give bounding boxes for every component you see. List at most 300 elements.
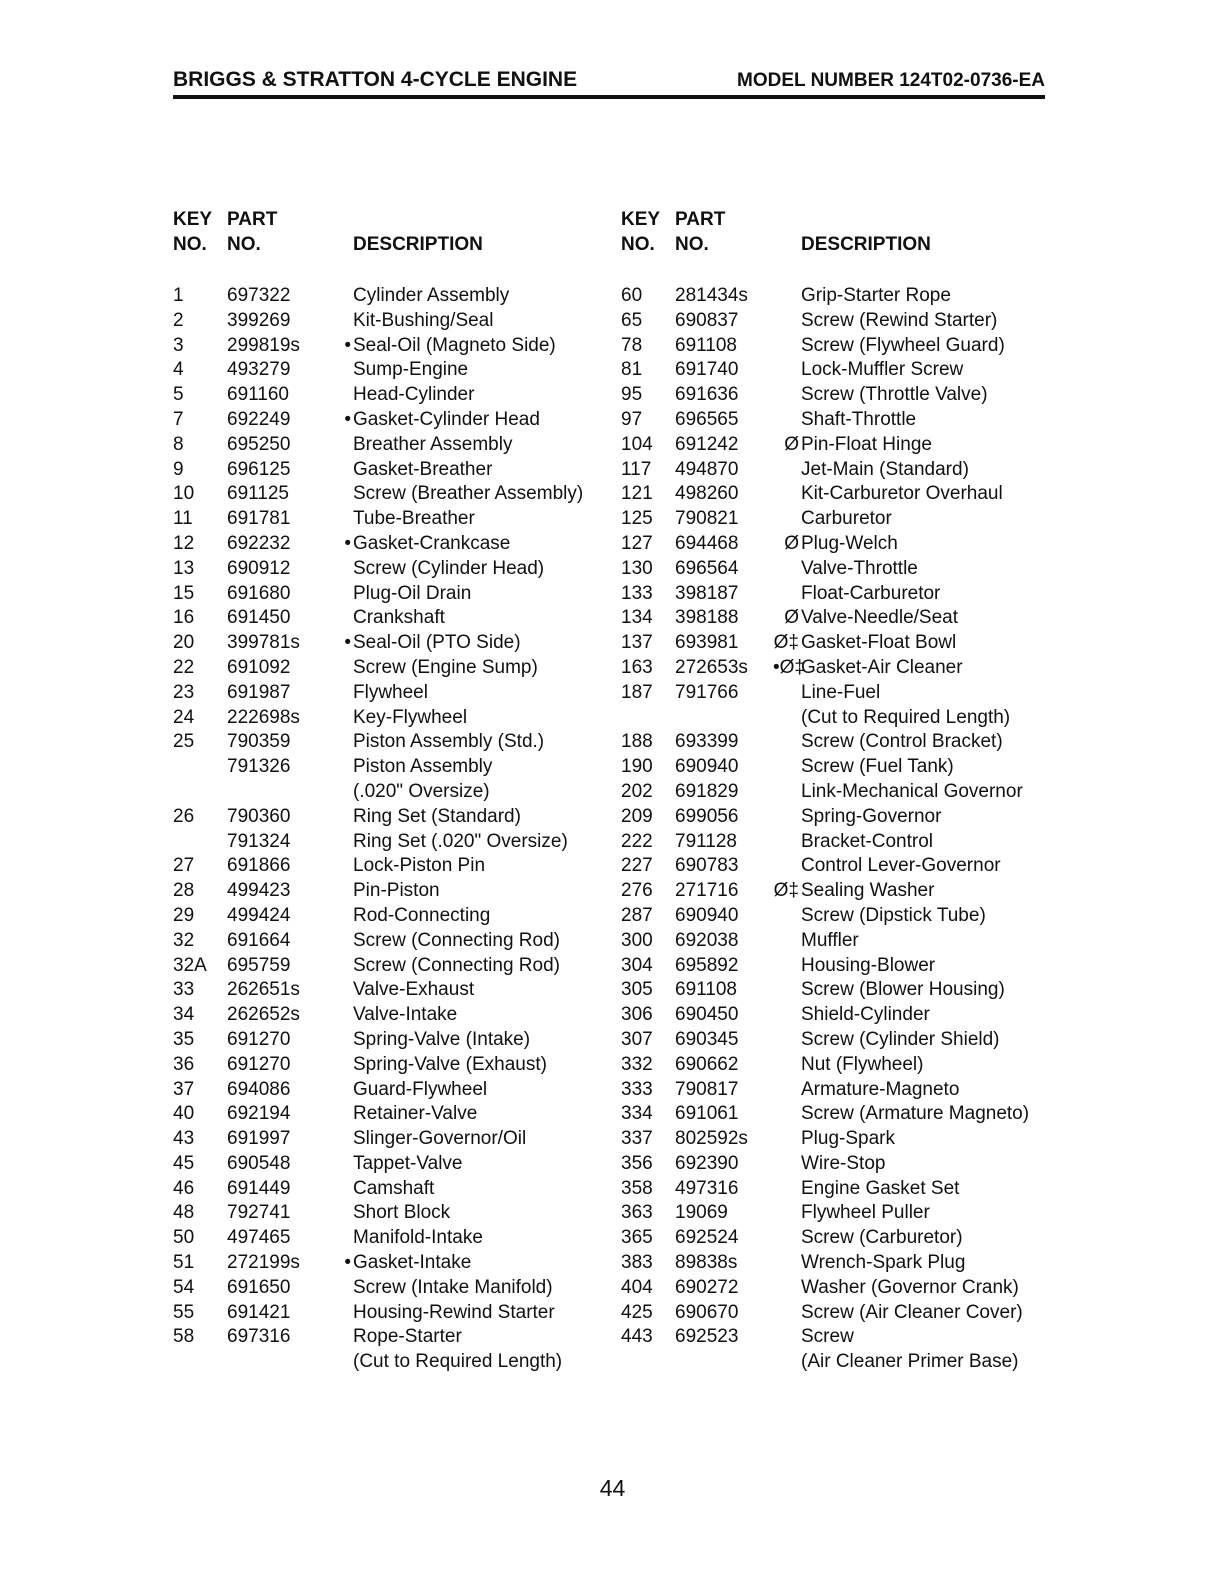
part-number: 691781 <box>227 508 291 530</box>
part-marker: • <box>344 334 351 356</box>
part-marker: Ø‡ <box>773 632 799 654</box>
table-row <box>621 533 1061 558</box>
part-description: Crankshaft <box>353 607 445 629</box>
key-number: 11 <box>173 508 193 530</box>
key-number: 78 <box>621 334 643 356</box>
part-marker: Ø <box>784 532 799 554</box>
table-row <box>621 434 1061 459</box>
table-row <box>173 1227 613 1252</box>
key-number: 12 <box>173 532 195 554</box>
part-description: Seal-Oil (Magneto Side) <box>353 334 556 356</box>
description-header: DESCRIPTION <box>801 234 931 255</box>
part-number: 693399 <box>675 731 739 753</box>
part-description: Tube-Breather <box>353 508 475 530</box>
part-description: Piston Assembly (Std.) <box>353 731 545 753</box>
column-header <box>173 205 613 285</box>
part-number: 691421 <box>227 1301 291 1323</box>
page-header <box>173 68 1045 98</box>
part-number: 690912 <box>227 557 291 579</box>
part-description: Tappet-Valve <box>353 1152 463 1174</box>
key-number: 43 <box>173 1128 195 1150</box>
part-description: Lock-Muffler Screw <box>801 359 964 381</box>
part-number: 499423 <box>227 880 291 902</box>
part-description: Wrench-Spark Plug <box>801 1252 966 1274</box>
part-description: Grip-Starter Rope <box>801 285 951 306</box>
part-description: (Cut to Required Length) <box>801 706 1011 728</box>
table-row <box>173 1054 613 1079</box>
key-number: 54 <box>173 1276 195 1298</box>
key-number: 333 <box>621 1078 653 1100</box>
table-row <box>173 955 613 980</box>
part-description: Gasket-Breather <box>353 458 493 480</box>
key-number: 8 <box>173 433 184 455</box>
table-row <box>621 558 1061 583</box>
table-row <box>621 1326 1061 1351</box>
part-description: Kit-Bushing/Seal <box>353 309 494 331</box>
part-number: 691449 <box>227 1177 291 1199</box>
key-number: 32A <box>173 954 207 976</box>
part-description: Screw (Air Cleaner Cover) <box>801 1301 1023 1323</box>
part-description: Camshaft <box>353 1177 435 1199</box>
key-number: 25 <box>173 731 195 753</box>
part-description: Spring-Valve (Intake) <box>353 1028 531 1050</box>
key-number: 404 <box>621 1276 653 1298</box>
key-number: 3 <box>173 334 184 356</box>
part-description: Nut (Flywheel) <box>801 1053 924 1075</box>
part-description: Screw (Fuel Tank) <box>801 756 954 778</box>
table-row <box>621 905 1061 930</box>
part-description: Retainer-Valve <box>353 1103 478 1125</box>
part-number: 398188 <box>675 607 739 629</box>
part-description: (Air Cleaner Primer Base) <box>801 1351 1019 1373</box>
part-number: 691061 <box>675 1103 739 1125</box>
key-number: 16 <box>173 607 195 629</box>
table-row <box>173 1302 613 1327</box>
column-header <box>621 205 1061 285</box>
part-description: Screw (Armature Magneto) <box>801 1103 1030 1125</box>
part-number: 690837 <box>675 309 739 331</box>
table-row <box>621 1351 1061 1376</box>
part-number: 696564 <box>675 557 739 579</box>
description-header: DESCRIPTION <box>353 234 483 255</box>
part-description: Screw <box>801 1326 854 1348</box>
key-number: 332 <box>621 1053 653 1075</box>
part-number: 692390 <box>675 1152 739 1174</box>
part-header: PART <box>675 209 726 230</box>
key-number: 5 <box>173 384 184 406</box>
part-description: Plug-Oil Drain <box>353 582 472 604</box>
key-number: 1 <box>173 285 184 306</box>
table-row <box>173 1004 613 1029</box>
key-header: KEY <box>173 209 213 230</box>
table-row <box>173 806 613 831</box>
part-description: Screw (Connecting Rod) <box>353 954 560 976</box>
table-row <box>173 1103 613 1128</box>
table-row <box>621 682 1061 707</box>
part-number: 493279 <box>227 359 291 381</box>
table-row <box>173 731 613 756</box>
key-number: 7 <box>173 408 184 430</box>
part-description: Spring-Valve (Exhaust) <box>353 1053 547 1075</box>
part-marker: • <box>344 632 351 654</box>
key-number: 334 <box>621 1103 653 1125</box>
key-number: 363 <box>621 1202 653 1224</box>
table-row <box>173 1128 613 1153</box>
part-number: 792741 <box>227 1202 291 1224</box>
part-number: 695892 <box>675 954 739 976</box>
table-row <box>173 558 613 583</box>
key-number: 50 <box>173 1227 195 1249</box>
part-number: 690940 <box>675 756 739 778</box>
key-number: 300 <box>621 929 653 951</box>
part-description: Screw (Throttle Valve) <box>801 384 988 406</box>
key-number: 383 <box>621 1252 653 1274</box>
table-row <box>621 1054 1061 1079</box>
part-description: Shaft-Throttle <box>801 408 917 430</box>
part-number: 19069 <box>675 1202 728 1224</box>
part-number: 499424 <box>227 904 291 926</box>
part-description: Lock-Piston Pin <box>353 855 486 877</box>
part-description: Spring-Governor <box>801 805 942 827</box>
part-description: Key-Flywheel <box>353 706 468 728</box>
part-description: Line-Fuel <box>801 681 881 703</box>
part-number: 694468 <box>675 532 739 554</box>
part-number: 262651s <box>227 979 300 1001</box>
part-description: Muffler <box>801 929 859 951</box>
table-row <box>173 855 613 880</box>
part-description: Pin-Float Hinge <box>801 433 932 455</box>
table-row <box>173 434 613 459</box>
part-description: Engine Gasket Set <box>801 1177 960 1199</box>
part-number: 791128 <box>675 830 737 852</box>
part-description: Pin-Piston <box>353 880 440 902</box>
part-description: Piston Assembly <box>353 756 493 778</box>
key-number: 104 <box>621 433 653 455</box>
part-number: 272653s <box>675 656 748 678</box>
part-number: 802592s <box>675 1128 748 1150</box>
table-row <box>621 508 1061 533</box>
table-row <box>621 1103 1061 1128</box>
part-number: 399781s <box>227 632 300 654</box>
key-number: 425 <box>621 1301 653 1323</box>
part-description: Washer (Governor Crank) <box>801 1276 1019 1298</box>
table-row <box>621 409 1061 434</box>
table-row <box>173 533 613 558</box>
no-header: NO. <box>621 234 655 255</box>
table-row <box>173 1252 613 1277</box>
key-number: 58 <box>173 1326 195 1348</box>
parts-column-right <box>621 205 1061 1376</box>
table-row <box>621 335 1061 360</box>
part-description: Shield-Cylinder <box>801 1004 930 1026</box>
part-number: 497465 <box>227 1227 291 1249</box>
key-number: 209 <box>621 805 653 827</box>
key-number: 10 <box>173 483 195 505</box>
key-number: 48 <box>173 1202 195 1224</box>
table-row <box>621 1029 1061 1054</box>
part-number: 222698s <box>227 706 300 728</box>
key-number: 33 <box>173 979 195 1001</box>
key-header: KEY <box>621 209 661 230</box>
part-description: (Cut to Required Length) <box>353 1351 563 1373</box>
part-number: 271716 <box>675 880 739 902</box>
key-number: 305 <box>621 979 653 1001</box>
part-number: 695250 <box>227 433 291 455</box>
table-row <box>621 583 1061 608</box>
key-number: 307 <box>621 1028 653 1050</box>
part-number: 791766 <box>675 681 739 703</box>
part-description: Guard-Flywheel <box>353 1078 488 1100</box>
key-number: 55 <box>173 1301 195 1323</box>
part-number: 494870 <box>675 458 739 480</box>
part-description: Bracket-Control <box>801 830 933 852</box>
part-marker: • <box>344 408 351 430</box>
key-number: 24 <box>173 706 195 728</box>
part-number: 691680 <box>227 582 291 604</box>
key-number: 81 <box>621 359 643 381</box>
table-row <box>173 310 613 335</box>
part-description: Cylinder Assembly <box>353 285 510 306</box>
key-number: 27 <box>173 855 195 877</box>
part-number: 691829 <box>675 780 739 802</box>
table-row <box>621 1227 1061 1252</box>
key-number: 40 <box>173 1103 195 1125</box>
table-row <box>621 1128 1061 1153</box>
part-description: Valve-Throttle <box>801 557 918 579</box>
part-marker: • <box>344 1252 351 1274</box>
table-row <box>621 1079 1061 1104</box>
table-row <box>621 880 1061 905</box>
table-row <box>621 384 1061 409</box>
part-number: 692249 <box>227 408 291 430</box>
part-number: 281434s <box>675 285 748 306</box>
table-row <box>173 930 613 955</box>
part-number: 692523 <box>675 1326 739 1348</box>
key-number: 4 <box>173 359 184 381</box>
part-number: 691650 <box>227 1276 291 1298</box>
part-description: Screw (Intake Manifold) <box>353 1276 553 1298</box>
table-row <box>621 855 1061 880</box>
part-description: Gasket-Float Bowl <box>801 632 957 654</box>
key-number: 117 <box>621 458 652 480</box>
key-number: 358 <box>621 1177 653 1199</box>
table-row <box>621 781 1061 806</box>
table-row <box>621 707 1061 732</box>
part-description: Screw (Rewind Starter) <box>801 309 998 331</box>
key-number: 202 <box>621 780 653 802</box>
part-description: Screw (Control Bracket) <box>801 731 1003 753</box>
key-number: 130 <box>621 557 653 579</box>
part-marker: Ø <box>784 607 799 629</box>
part-description: Housing-Rewind Starter <box>353 1301 555 1323</box>
part-number: 695759 <box>227 954 291 976</box>
key-number: 276 <box>621 880 653 902</box>
part-number: 790359 <box>227 731 291 753</box>
part-number: 690940 <box>675 904 739 926</box>
table-row <box>173 756 613 781</box>
part-description: Jet-Main (Standard) <box>801 458 969 480</box>
table-row <box>621 979 1061 1004</box>
part-description: Screw (Flywheel Guard) <box>801 334 1005 356</box>
table-row <box>621 459 1061 484</box>
part-description: Wire-Stop <box>801 1152 886 1174</box>
page-number: 44 <box>599 1475 626 1501</box>
table-row <box>173 781 613 806</box>
key-number: 356 <box>621 1152 653 1174</box>
part-number: 692038 <box>675 929 739 951</box>
header-rule <box>173 95 1045 99</box>
part-number: 690662 <box>675 1053 739 1075</box>
part-number: 790821 <box>675 508 739 530</box>
table-row <box>621 955 1061 980</box>
key-number: 163 <box>621 656 653 678</box>
part-description: Plug-Welch <box>801 532 898 554</box>
table-row <box>621 731 1061 756</box>
table-row <box>621 1302 1061 1327</box>
key-number: 9 <box>173 458 184 480</box>
key-number: 304 <box>621 954 653 976</box>
table-row <box>173 707 613 732</box>
table-row <box>173 1351 613 1376</box>
key-number: 137 <box>621 632 653 654</box>
key-number: 46 <box>173 1177 195 1199</box>
part-number: 691242 <box>675 433 739 455</box>
part-description: Screw (Engine Sump) <box>353 656 538 678</box>
parts-list-right <box>621 285 1061 1376</box>
part-description: Ring Set (Standard) <box>353 805 521 827</box>
key-number: 51 <box>173 1252 195 1274</box>
key-number: 443 <box>621 1326 653 1348</box>
part-description: Screw (Cylinder Shield) <box>801 1028 1000 1050</box>
table-row <box>173 831 613 856</box>
part-number: 262652s <box>227 1004 300 1026</box>
part-number: 790817 <box>675 1078 739 1100</box>
part-description: Plug-Spark <box>801 1128 895 1150</box>
engine-title: BRIGGS & STRATTON 4-CYCLE ENGINE <box>173 68 578 91</box>
part-description: Breather Assembly <box>353 433 513 455</box>
part-description: Flywheel <box>353 681 428 703</box>
table-row <box>621 806 1061 831</box>
part-number: 691987 <box>227 681 291 703</box>
part-description: Seal-Oil (PTO Side) <box>353 632 521 654</box>
table-row <box>173 583 613 608</box>
table-row <box>173 409 613 434</box>
key-number: 97 <box>621 408 643 430</box>
table-row <box>173 905 613 930</box>
key-number: 22 <box>173 656 195 678</box>
key-number: 13 <box>173 557 195 579</box>
part-number: 690670 <box>675 1301 739 1323</box>
part-number: 692524 <box>675 1227 739 1249</box>
key-number: 125 <box>621 508 653 530</box>
part-number: 691450 <box>227 607 291 629</box>
part-number: 690450 <box>675 1004 739 1026</box>
part-description: Screw (Blower Housing) <box>801 979 1005 1001</box>
part-number: 691664 <box>227 929 291 951</box>
key-number: 20 <box>173 632 195 654</box>
part-description: Sealing Washer <box>801 880 935 902</box>
part-marker: • <box>344 532 351 554</box>
table-row <box>173 632 613 657</box>
part-number: 690345 <box>675 1028 739 1050</box>
table-row <box>621 831 1061 856</box>
part-description: Float-Carburetor <box>801 582 941 604</box>
part-number: 691108 <box>675 979 737 1001</box>
table-row <box>173 1079 613 1104</box>
table-row <box>173 1153 613 1178</box>
part-number: 692194 <box>227 1103 291 1125</box>
table-row <box>173 1178 613 1203</box>
no-header: NO. <box>173 234 207 255</box>
part-number: 691270 <box>227 1053 291 1075</box>
table-row <box>621 756 1061 781</box>
part-marker: Ø‡ <box>773 880 799 902</box>
key-number: 95 <box>621 384 643 406</box>
key-number: 32 <box>173 929 195 951</box>
part-number: 691125 <box>227 483 289 505</box>
key-number: 134 <box>621 607 653 629</box>
key-number: 188 <box>621 731 653 753</box>
key-number: 45 <box>173 1152 195 1174</box>
part-number: 691636 <box>675 384 739 406</box>
key-number: 2 <box>173 309 184 331</box>
part-description: Carburetor <box>801 508 892 530</box>
part-number: 691160 <box>227 384 289 406</box>
table-row <box>621 1004 1061 1029</box>
part-description: Control Lever-Governor <box>801 855 1001 877</box>
part-number: 696125 <box>227 458 291 480</box>
part-description: Screw (Cylinder Head) <box>353 557 545 579</box>
part-marker: •Ø‡ <box>773 656 805 678</box>
model-number: MODEL NUMBER 124T02-0736-EA <box>737 70 1045 91</box>
table-row <box>621 310 1061 335</box>
table-row <box>173 1277 613 1302</box>
part-description: Head-Cylinder <box>353 384 475 406</box>
table-row <box>173 1202 613 1227</box>
part-description: Housing-Blower <box>801 954 936 976</box>
part-description: Rope-Starter <box>353 1326 462 1348</box>
table-row <box>621 930 1061 955</box>
parts-column-left <box>173 205 613 1376</box>
part-description: Gasket-Intake <box>353 1252 472 1274</box>
part-description: (.020" Oversize) <box>353 780 490 802</box>
part-description: Screw (Carburetor) <box>801 1227 963 1249</box>
key-number: 23 <box>173 681 195 703</box>
part-number: 790360 <box>227 805 291 827</box>
part-number: 691866 <box>227 855 291 877</box>
part-description: Armature-Magneto <box>801 1078 960 1100</box>
part-description: Short Block <box>353 1202 451 1224</box>
part-description: Gasket-Cylinder Head <box>353 408 540 430</box>
key-number: 65 <box>621 309 643 331</box>
table-row <box>621 1277 1061 1302</box>
key-number: 26 <box>173 805 195 827</box>
part-no-header: NO. <box>227 234 261 255</box>
part-number: 693981 <box>675 632 739 654</box>
table-row <box>173 359 613 384</box>
part-description: Manifold-Intake <box>353 1227 483 1249</box>
part-description: Screw (Breather Assembly) <box>353 483 584 505</box>
table-row <box>621 285 1061 310</box>
parts-list-left <box>173 285 613 1376</box>
part-number: 690548 <box>227 1152 291 1174</box>
table-row <box>621 483 1061 508</box>
part-number: 699056 <box>675 805 739 827</box>
part-number: 691092 <box>227 656 291 678</box>
part-number: 691740 <box>675 359 739 381</box>
table-row <box>173 657 613 682</box>
table-row <box>173 459 613 484</box>
